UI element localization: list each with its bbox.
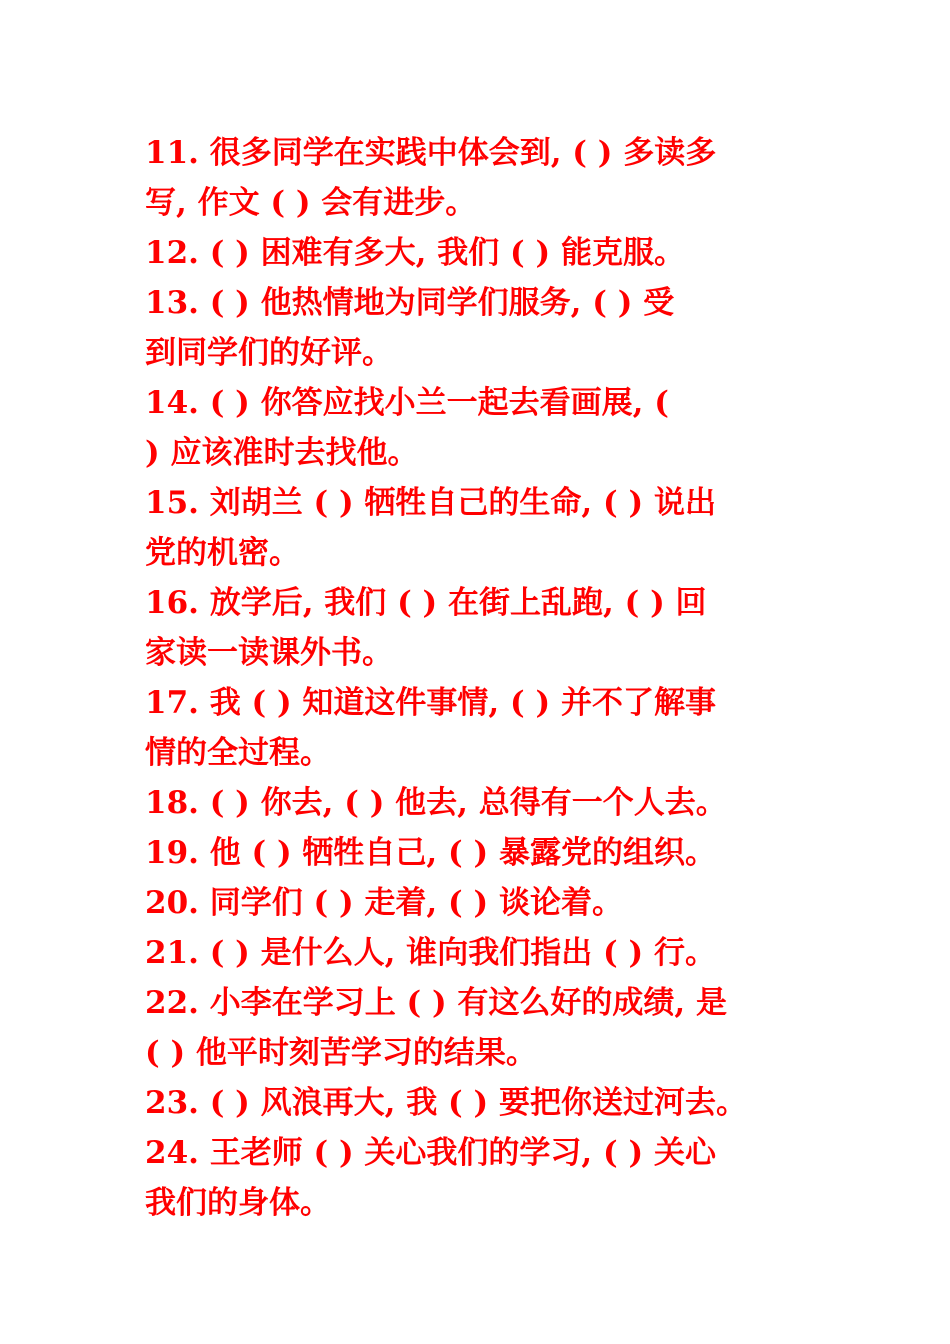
text-line-7: ) 应该准时去找他。 (145, 435, 419, 471)
text-line-9: 党的机密。 (145, 535, 300, 571)
text-line-12: 17. 我 ( ) 知道这件事情, ( ) 并不了解事 (145, 685, 716, 721)
text-line-8: 15. 刘胡兰 ( ) 牺牲自己的生命, ( ) 说出 (145, 485, 716, 521)
text-line-4: 13. ( ) 他热情地为同学们服务, ( ) 受 (145, 285, 675, 321)
text-line-11: 家读一读课外书。 (145, 635, 393, 671)
text-line-2: 写, 作文 ( ) 会有进步。 (145, 185, 477, 221)
text-line-17: 21. ( ) 是什么人, 谁向我们指出 ( ) 行。 (145, 935, 716, 971)
text-line-16: 20. 同学们 ( ) 走着, ( ) 谈论着。 (145, 885, 623, 921)
text-line-18: 22. 小李在学习上 ( ) 有这么好的成绩, 是 (145, 985, 728, 1021)
text-line-1: 11. 很多同学在实践中体会到, ( ) 多读多 (145, 135, 717, 171)
text-line-14: 18. ( ) 你去, ( ) 他去, 总得有一个人去。 (145, 785, 727, 821)
exercise-list (145, 128, 835, 1228)
text-line-3: 12. ( ) 困难有多大, 我们 ( ) 能克服。 (145, 235, 685, 271)
text-line-13: 情的全过程。 (145, 735, 331, 771)
text-line-10: 16. 放学后, 我们 ( ) 在街上乱跑, ( ) 回 (145, 585, 707, 621)
text-line-5: 到同学们的好评。 (145, 335, 393, 371)
text-line-21: 24. 王老师 ( ) 关心我们的学习, ( ) 关心 (145, 1135, 716, 1171)
text-line-15: 19. 他 ( ) 牺牲自己, ( ) 暴露党的组织。 (145, 835, 716, 871)
text-line-6: 14. ( ) 你答应找小兰一起去看画展, ( (145, 385, 669, 421)
text-line-19: ( ) 他平时刻苦学习的结果。 (145, 1035, 537, 1071)
text-line-22: 我们的身体。 (145, 1185, 331, 1221)
text-line-20: 23. ( ) 风浪再大, 我 ( ) 要把你送过河去。 (145, 1085, 747, 1121)
